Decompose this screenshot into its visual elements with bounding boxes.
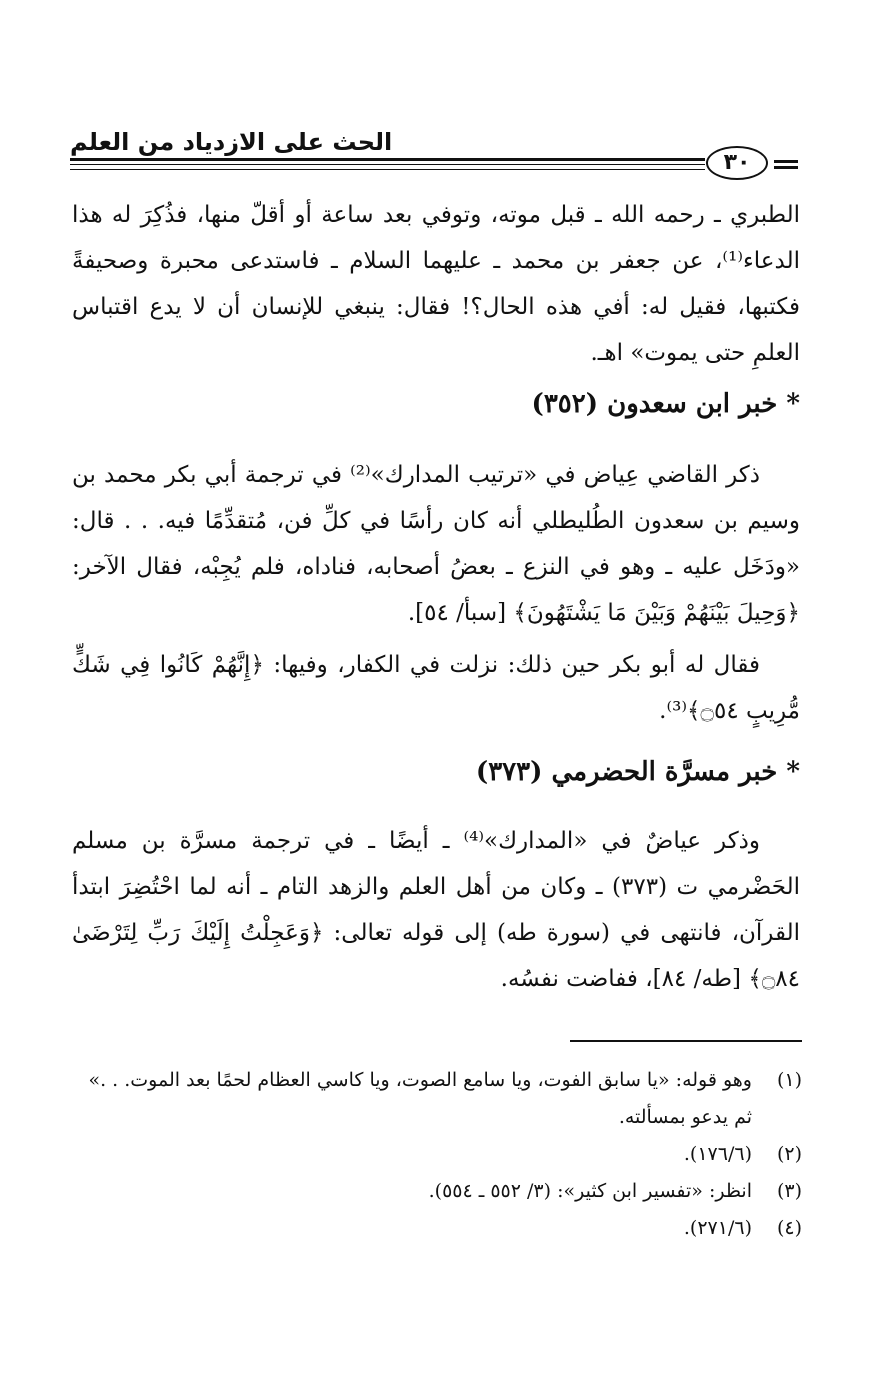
footnote-text: انظر: «تفسير ابن كثير»: (٣/ ٥٥٢ ـ ٥٥٤). (428, 1180, 752, 1202)
footnote-text: (٢٧١/٦). (683, 1217, 752, 1239)
footnotes (72, 1062, 802, 1247)
footnote-number: (٤) (776, 1217, 802, 1239)
paragraph-ibn-saadun-reply: فقال له أبو بكر حين ذلك: نزلت في الكفار، وفيها: ﴿إِنَّهُمْ كَانُوا فِي شَكٍّ مُّرِيبٍ ۝٥٤﴾⁽³⁾. (72, 652, 800, 724)
paragraph-ibn-saadun: ذكر القاضي عِياض في «ترتيب المدارك»⁽²⁾ في ترجمة أبي بكر محمد بن وسيم بن سعدون الطُليطلي أنه كان رأسًا في كلِّ فن، مُتقدِّمًا فيه. . . قال: «ودَخَل عليه ـ وهو في النزع ـ بعضُ أصحابه، فناداه، فلم يُجِبْه، فقال الآخر: ﴿وَحِيلَ بَيْنَهُمْ وَبَيْنَ مَا يَشْتَهُونَ﴾ [سبأ/ ٥٤]. (72, 462, 800, 626)
header-rule (70, 158, 705, 170)
footnote-2 (72, 1136, 802, 1173)
paragraph-continuation: الطبري ـ رحمه الله ـ قبل موته، وتوفي بعد ساعة أو أقلّ منها، فذُكِرَ له هذا الدعاء⁽¹⁾، عن جعفر بن محمد ـ عليهما السلام ـ فاستدعى محبرة وصحيفةً فكتبها، فقيل له: أفي هذه الحال؟! فقال: ينبغي للإنسان أن لا يدع اقتباس العلمِ حتى يموت» اهـ. (72, 202, 800, 366)
footnote-4 (72, 1210, 802, 1247)
section-heading-ibn-saadun: * خبر ابن سعدون (٣٥٢) (531, 389, 800, 419)
header-dash (774, 160, 798, 169)
footnote-text: (١٧٦/٦). (683, 1143, 752, 1165)
footnote-text: وهو قوله: «يا سابق الفوت، ويا سامع الصوت، ويا كاسي العظام لحمًا بعد الموت. . .» ثم يدعو بمسألته. (88, 1069, 752, 1128)
footnote-number: (٢) (776, 1143, 802, 1165)
paragraph-masarra: وذكر عياضٌ في «المدارك»⁽⁴⁾ ـ أيضًا ـ في ترجمة مسرَّة بن مسلم الحَضْرمي ت (٣٧٣) ـ وكان من أهل العلم والزهد التام ـ أنه لما احْتُضِرَ ابتدأ القرآن، فانتهى في (سورة طه) إلى قوله تعالى: ﴿وَعَجِلْتُ إِلَيْكَ رَبِّ لِتَرْضَىٰ ۝٨٤﴾ [طه/ ٨٤]، ففاضت نفسُه. (72, 828, 800, 992)
running-title: الحث على الازدياد من العلم (70, 128, 393, 156)
footnote-number: (٣) (776, 1180, 802, 1202)
section-heading-masarra: * خبر مسرَّة الحضرمي (٣٧٣) (475, 757, 800, 787)
footnote-separator (570, 1040, 802, 1042)
footnote-3 (72, 1173, 802, 1210)
page-number: ٣٠ (706, 146, 768, 180)
footnote-1 (72, 1062, 802, 1136)
footnote-number: (١) (776, 1069, 802, 1091)
